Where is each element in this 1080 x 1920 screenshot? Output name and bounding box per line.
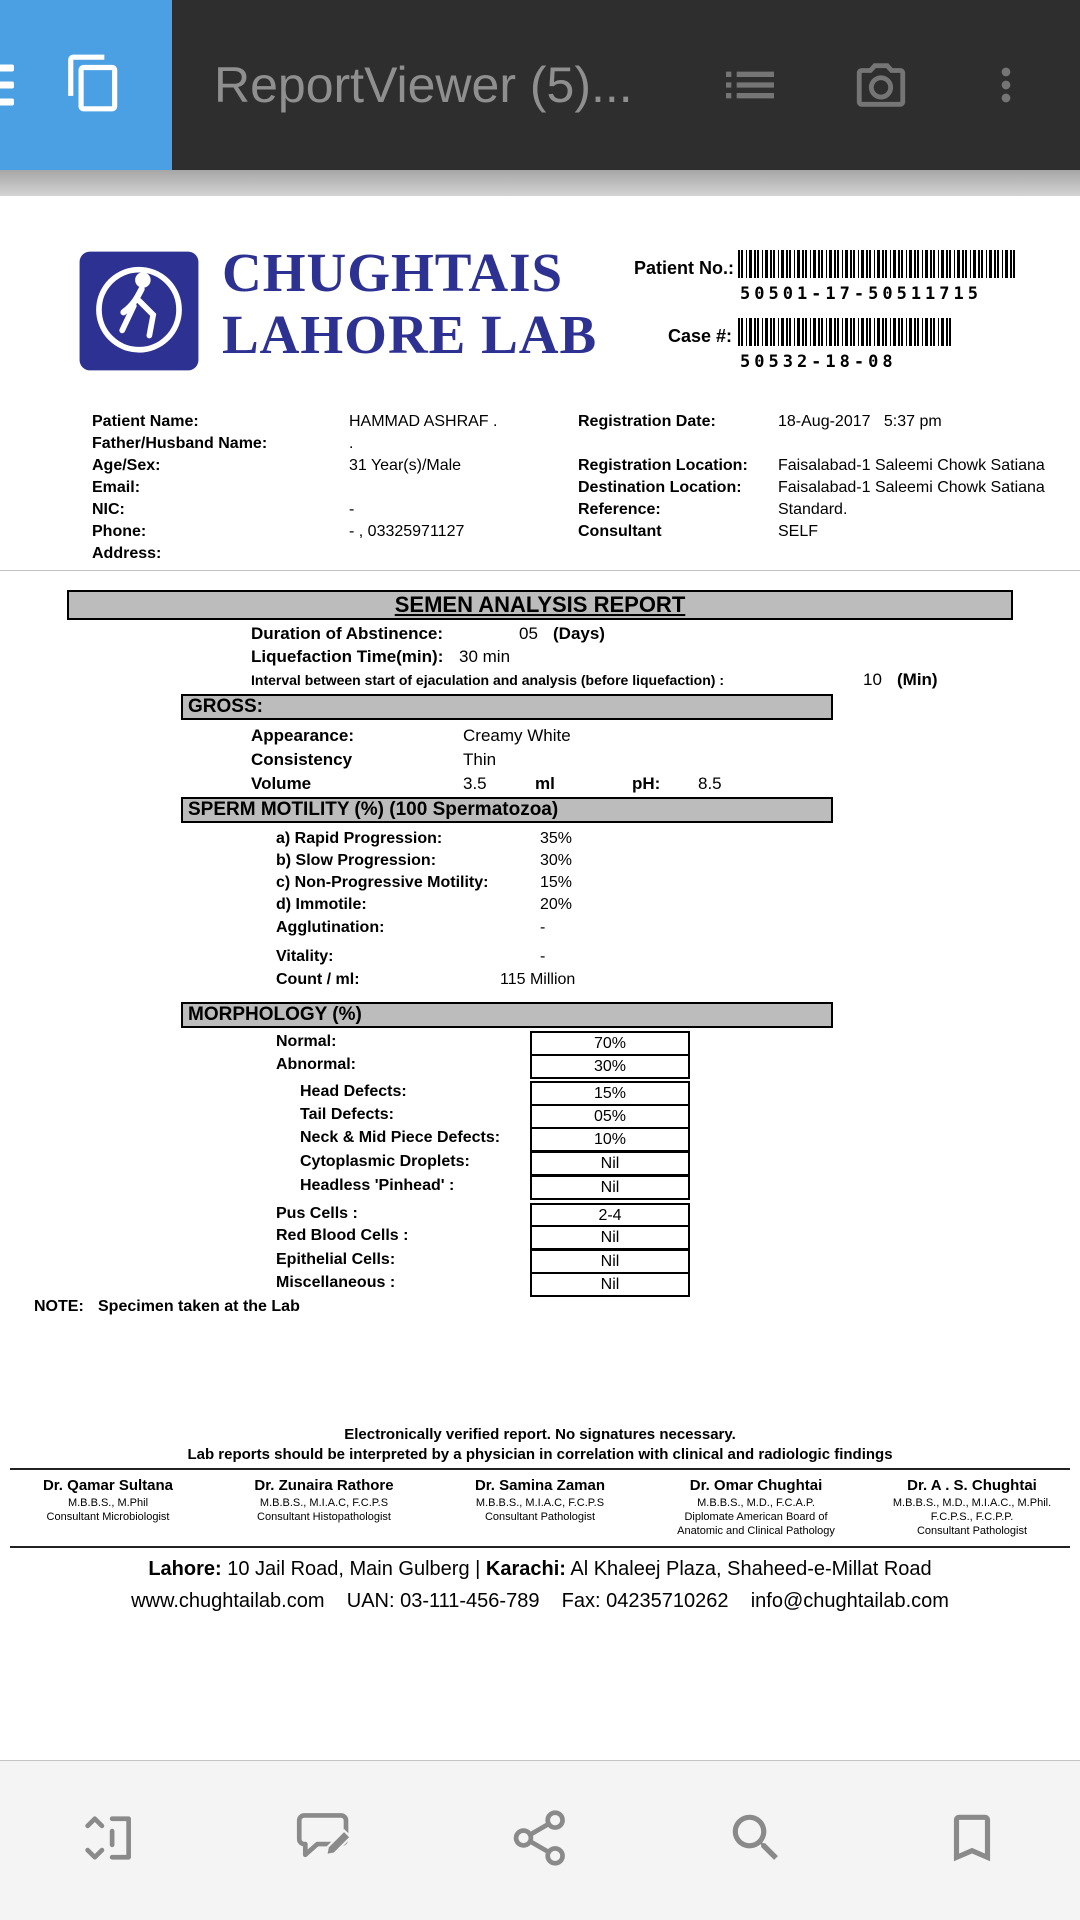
share-button[interactable] — [432, 1761, 648, 1920]
bookmark-button[interactable] — [864, 1761, 1080, 1920]
field-label: Age/Sex: — [92, 457, 161, 474]
value-box: Nil — [530, 1249, 690, 1274]
report-title-bar — [67, 590, 1013, 620]
patient-field-row — [0, 457, 1080, 479]
field-unit: (Min) — [897, 670, 938, 689]
patient-no-value: 50501-17-50511715 — [740, 284, 982, 304]
doctor-name: Dr. Qamar Sultana — [42, 1477, 174, 1494]
verified-line: Electronically verified report. No signatures necessary. — [344, 1426, 736, 1443]
field-label: Normal: — [276, 1033, 337, 1050]
field-label: a) Rapid Progression: — [276, 830, 443, 847]
ph-label: pH: — [632, 774, 661, 793]
field-label: Vitality: — [276, 948, 334, 965]
field-label: Tail Defects: — [300, 1106, 394, 1123]
report-row — [0, 852, 1080, 876]
field-value: Thin — [463, 750, 497, 769]
patient-field-row — [0, 523, 1080, 545]
patient-field-row — [0, 545, 1080, 567]
doctor-name: Dr. A . S. Chughtai — [907, 1477, 1037, 1494]
report-row — [0, 750, 1080, 774]
report-row — [0, 1127, 1080, 1152]
annotate-button[interactable] — [216, 1761, 432, 1920]
field-value: 05 — [519, 624, 538, 643]
lab-logo-icon — [77, 249, 201, 373]
nav-drawer-button[interactable] — [0, 0, 172, 170]
section-header: MORPHOLOGY (%) — [181, 1002, 833, 1028]
report-row — [0, 896, 1080, 920]
field-label: Address: — [92, 545, 162, 562]
field-unit: ml — [535, 774, 555, 793]
field-value: 115 Million — [500, 971, 576, 988]
report-row — [0, 726, 1080, 750]
doctor-name: Dr. Samina Zaman — [474, 1477, 606, 1494]
field-label: Reference: — [578, 501, 661, 518]
field-label: Epithelial Cells: — [276, 1251, 396, 1268]
case-no-label: Case #: — [668, 326, 733, 346]
ph-value: 8.5 — [698, 774, 722, 793]
doctor-name: Dr. Omar Chughtai — [689, 1477, 823, 1494]
field-label: Cytoplasmic Droplets: — [300, 1153, 470, 1170]
field-value: Faisalabad-1 Saleemi Chowk Satiana — [778, 457, 1045, 474]
list-icon[interactable] — [718, 53, 782, 117]
field-label: b) Slow Progression: — [276, 852, 437, 869]
field-value: 20% — [540, 896, 573, 913]
field-label: Patient Name: — [92, 413, 199, 430]
report-row — [0, 1054, 1080, 1079]
patient-field-row — [0, 479, 1080, 501]
doctor-entry: Dr. Qamar Sultana M.B.B.S., M.Phil Consultant Microbiologist — [0, 1476, 216, 1538]
app-bar-actions — [718, 53, 1032, 117]
value-box: 2-4 — [530, 1203, 690, 1228]
value-box: 15% — [530, 1081, 690, 1106]
field-value: - — [349, 501, 355, 518]
report-row — [0, 971, 1080, 995]
report-page[interactable] — [0, 196, 1080, 1760]
page-background-gap — [0, 170, 1080, 196]
patient-no-barcode — [738, 250, 1018, 278]
field-label: Interval between start of ejaculation and analysis (before liquefaction) : — [251, 672, 724, 688]
report-row — [0, 1104, 1080, 1129]
lab-name: CHUGHTAIS LAHORE LAB — [222, 242, 598, 365]
value-box: Nil — [530, 1272, 690, 1297]
search-button[interactable] — [648, 1761, 864, 1920]
field-value: Faisalabad-1 Saleemi Chowk Satiana — [778, 479, 1045, 496]
lab-address: Lahore: 10 Jail Road, Main Gulberg | Karachi: Al Khaleej Plaza, Shaheed-e-Millat Road — [148, 1558, 932, 1580]
verified-line: Lab reports should be interpreted by a physician in correlation with clinical and radiologic findings — [187, 1446, 893, 1463]
field-label: Count / ml: — [276, 971, 360, 988]
report-row — [0, 1151, 1080, 1176]
field-label: Duration of Abstinence: — [251, 624, 444, 643]
report-row — [0, 874, 1080, 898]
field-label: Father/Husband Name: — [92, 435, 268, 452]
field-value: 15% — [540, 874, 573, 891]
field-label: Pus Cells : — [276, 1205, 358, 1222]
value-box: 30% — [530, 1054, 690, 1079]
section-header: SPERM MOTILITY (%) (100 Spermatozoa) — [181, 797, 833, 823]
report-row — [0, 919, 1080, 943]
value-box: Nil — [530, 1225, 690, 1250]
patient-no-label: Patient No.: — [634, 258, 735, 278]
report-row — [0, 1272, 1080, 1297]
field-label: Email: — [92, 479, 141, 496]
field-label: Volume — [251, 774, 312, 793]
report-row — [0, 1225, 1080, 1250]
page-title: ReportViewer (5)... — [214, 57, 633, 113]
case-no-barcode — [738, 318, 952, 346]
report-row — [0, 1031, 1080, 1056]
field-label: Consultant — [578, 523, 662, 540]
lab-contact: www.chughtailab.com UAN: 03-111-456-789 Fax: 04235710262 info@chughtailab.com — [131, 1590, 949, 1612]
field-value: 30% — [540, 852, 573, 869]
value-box: Nil — [530, 1151, 690, 1176]
field-value: SELF — [778, 523, 819, 540]
field-label: c) Non-Progressive Motility: — [276, 874, 489, 891]
report-row — [0, 1249, 1080, 1274]
doctor-name: Dr. Zunaira Rathore — [254, 1477, 394, 1494]
report-row — [0, 624, 1080, 648]
field-value: - , 03325971127 — [349, 523, 465, 540]
section-header: GROSS: — [181, 694, 833, 720]
field-unit: (Days) — [553, 624, 605, 643]
field-label: Consistency — [251, 750, 353, 769]
field-value: 35% — [540, 830, 573, 847]
field-value: 30 min — [459, 647, 511, 666]
field-value: 18-Aug-2017 5:37 pm — [778, 413, 942, 430]
divider — [0, 570, 1080, 571]
report-row-volume-ph — [0, 774, 1080, 798]
divider — [10, 1546, 1070, 1548]
search-icon — [725, 1807, 787, 1874]
field-value: - — [540, 919, 546, 936]
doctor-entry: Dr. Zunaira Rathore M.B.B.S., M.I.A.C, F.C.P.S Consultant Histopathologist — [216, 1476, 432, 1538]
field-label: Registration Location: — [578, 457, 748, 474]
field-label: Appearance: — [251, 726, 354, 745]
bookmark-icon — [941, 1807, 1003, 1874]
field-label: Miscellaneous : — [276, 1274, 396, 1291]
report-row — [0, 647, 1080, 671]
share-icon — [507, 1805, 573, 1876]
field-value: 3.5 — [463, 774, 487, 793]
field-label: Phone: — [92, 523, 147, 540]
note-text: Specimen taken at the Lab — [98, 1298, 300, 1315]
report-row — [0, 1175, 1080, 1200]
doctor-entry: Dr. Omar Chughtai M.B.B.S., M.D., F.C.A.P. Diplomate American Board of Anatomic and Clinical Pathology — [648, 1476, 864, 1538]
field-label: NIC: — [92, 501, 125, 518]
field-label: Red Blood Cells : — [276, 1227, 409, 1244]
field-label: Abnormal: — [276, 1056, 356, 1073]
menu-icon[interactable] — [0, 65, 14, 106]
field-value: 31 Year(s)/Male — [349, 457, 462, 474]
view-mode-button[interactable] — [0, 1761, 216, 1920]
field-label: Head Defects: — [300, 1083, 407, 1100]
report-row — [0, 948, 1080, 972]
field-value: HAMMAD ASHRAF . — [349, 413, 498, 430]
value-box: Nil — [530, 1175, 690, 1200]
doctor-entry: Dr. Samina Zaman M.B.B.S., M.I.A.C, F.C.P.S Consultant Pathologist — [432, 1476, 648, 1538]
value-box: 70% — [530, 1031, 690, 1056]
bottom-toolbar — [0, 1760, 1080, 1920]
field-value: . — [349, 435, 354, 452]
report-row — [0, 670, 1080, 694]
field-label: Liquefaction Time(min): — [251, 647, 444, 666]
field-label: Agglutination: — [276, 919, 385, 936]
camera-icon[interactable] — [852, 56, 910, 114]
field-value: Creamy White — [463, 726, 571, 745]
field-label: Registration Date: — [578, 413, 716, 430]
report-row — [0, 1081, 1080, 1106]
field-label: d) Immotile: — [276, 896, 367, 913]
field-value: - — [540, 948, 546, 965]
patient-field-row — [0, 413, 1080, 435]
case-no-value: 50532-18-08 — [740, 352, 897, 372]
value-box: 05% — [530, 1104, 690, 1129]
pages-icon[interactable] — [63, 52, 125, 119]
field-label: Destination Location: — [578, 479, 742, 496]
field-value: 10 — [863, 670, 882, 689]
overflow-menu-icon[interactable] — [980, 59, 1032, 111]
patient-field-row — [0, 501, 1080, 523]
annotate-icon — [291, 1805, 357, 1876]
report-row — [0, 830, 1080, 854]
field-value: Standard. — [778, 501, 848, 518]
divider — [10, 1468, 1070, 1470]
value-box: 10% — [530, 1127, 690, 1152]
doctor-entry: Dr. A . S. Chughtai M.B.B.S., M.D., M.I.A.C., M.Phil. F.C.P.S., F.C.P.P. Consultant Pathologist — [864, 1476, 1080, 1538]
patient-field-row — [0, 435, 1080, 457]
app-bar — [0, 0, 1080, 170]
field-label: Neck & Mid Piece Defects: — [300, 1129, 501, 1146]
field-label: Headless 'Pinhead' : — [300, 1177, 455, 1194]
view-mode-icon — [75, 1805, 141, 1876]
report-title: SEMEN ANALYSIS REPORT — [394, 592, 686, 617]
doctors-row — [0, 1476, 1080, 1538]
note-label: NOTE: — [34, 1298, 84, 1315]
